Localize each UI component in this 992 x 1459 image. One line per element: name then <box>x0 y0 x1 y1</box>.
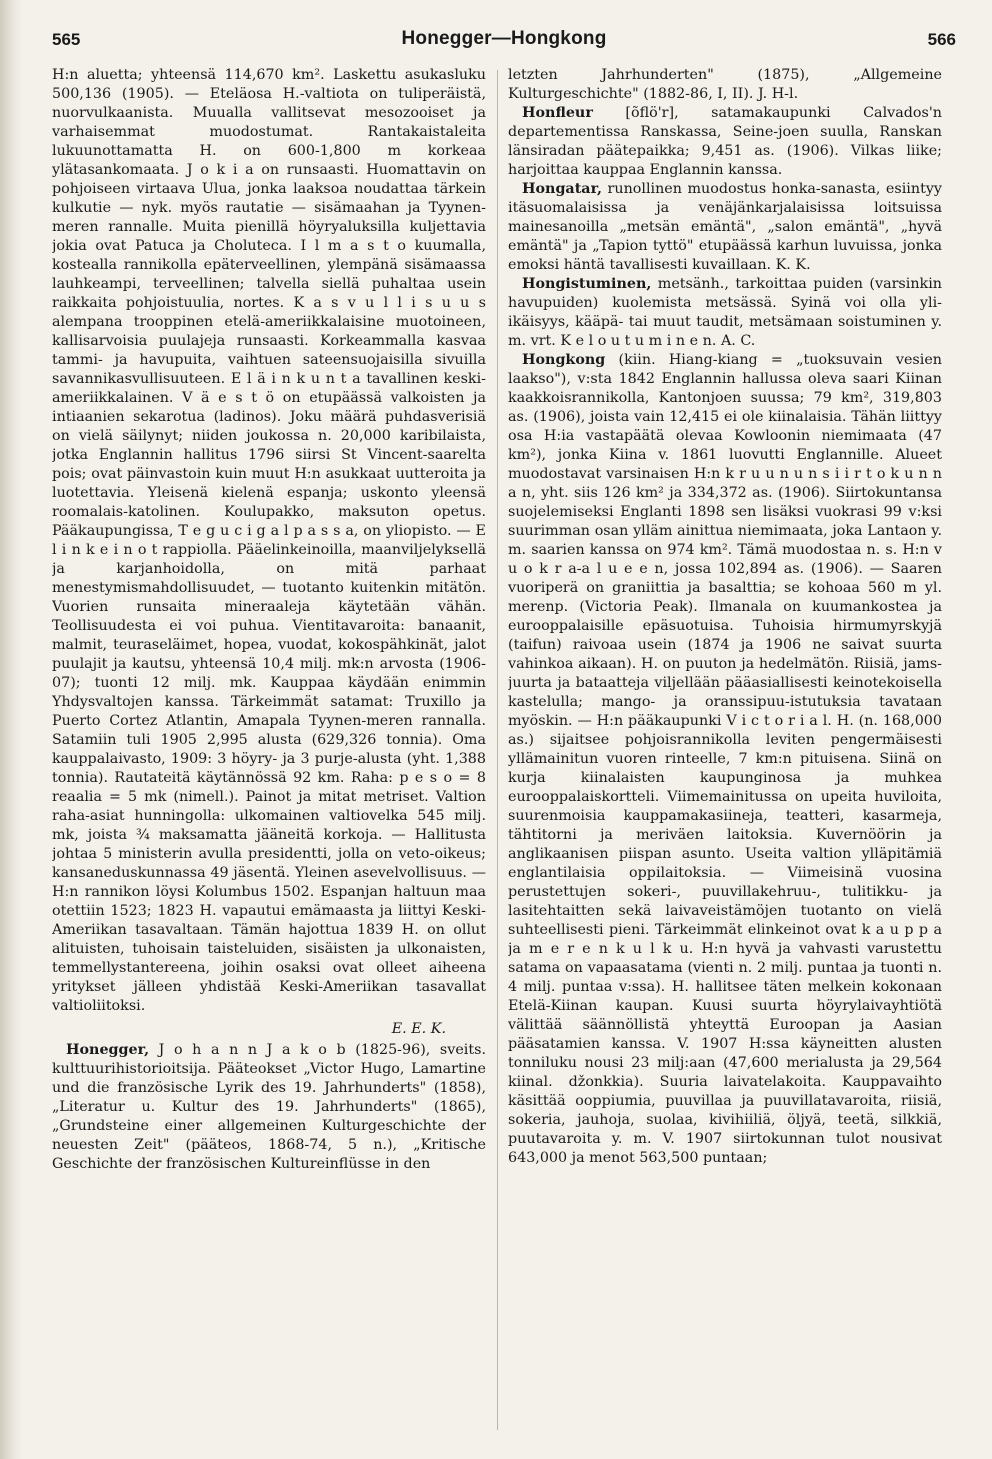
entry-hongatar <box>508 180 942 275</box>
page-number-left: 565 <box>52 30 81 49</box>
honegger-entry-continuation: letzten Jahrhunderten" (1875), „Allgemeine Kulturgeschichte" (1882-86, I, II). J. H-l. <box>508 67 942 102</box>
entry-body: (kiin. Hiang-kiang = „tuoksuvain vesien laakso"), v:sta 1842 Englannin hallussa oleva saari Kiinan kaakkoisrannikolla, Kantonjoen suussa; 79 km², 319,803 as. (1906), joista vain 12,415 ei ole kiinalaisia. Tähän liittyy osa H:ia vastapäätä olevaa Kowloonin niemimaata (47 km²), jonka Kiina v. 1861 luovutti Englannille. Alueet muodostavat varsinaisen H:n k r u u n u n s i i r t o k u n n a n, yht. siis 126 km² ja 334,372 as. (1906). Siirtokuntansa suojelemiseksi Englanti 1898 sen lisäksi vuokrasi 99 v:ksi suurimman osan ylläm ainittua niemimaata, joka Lantaon y. m. saarien kanssa on 974 km². Tämä muodostaa n. s. H:n v u o k r a-a l u e e n, jossa 102,894 as. (1906). — Saaren vuoriperä on graniittia ja basalttia; se kohoaa 560 m yl. merenp. (Victoria Peak). Ilmanala on kuumankostea ja eurooppalaisille epäsuotuisa. Tuhoisia hirmumyrskyjä (taifun) raivoaa usein (1874 ja 1906 ne saivat suurta vahinkoa aikaan). H. on puuton ja hedelmätön. Riisiä, jams-juurta ja bataatteja viljellään pääasiallisesti keinotekoisella kastelulla; mango- ja oranssipuu-istutuksia tavataan myöskin. — H:n pääkaupunki V i c t o r i a l. H. (n. 168,000 as.) sijaitsee pohjoisrannikolla leviten pengermäisesti yllämainitun vuoren rinteelle, 7 km:n pituisena. Siinä on kurja kiinalaisten kaupunginosa ja muhkea eurooppalaiskortteli. Viimemainitussa on upeita huviloita, suurenmoisia kauppamakasiineja, teatteri, kasarmeja, tähtitorni ja meriväen laitoksia. Kuvernöörin ja anglikaanisen piispan asunto. Useita valtion ylläpitämiä englantilaisia oppilaitoksia. — Viimeisinä vuosina perustettujen sokeri-, puuvillakehruu-, tulitikku- ja lasitehtaitten sekä laivaveistämöjen tuotanto on vielä suhteellisesti pieni. Tärkeimmät elinkeinot ovat k a u p p a ja m e r e n k u l k u. H:n hyvä ja vahvasti varustettu satama on vapaasatama (vienti n. 2 milj. puntaa ja tuonti n. 4 milj. puntaa v:ssa). H. hallitsee täten melkein kokonaan Etelä-Kiinan kaupan. Kuusi suurta höyrylaivayhtiötä välittää säännöllistä yhteyttä Euroopan ja Aasian pääsatamien kanssa. V. 1907 H:ssa käyneitten alusten tonniluku nousi 23 milj:aan (47,600 merialusta ja 29,564 kiinal. džonkkia). Suuria laivatelakoita. Kauppavaihto käsittää ooppiumia, puuvillaa ja puuvillatavaroita, riisiä, sokeria, jauhoja, suolaa, kivihiiliä, öljyä, teetä, silkkiä, puutavaroita y. m. V. 1907 siirtokunnan tulot nousivat 643,000 ja menot 563,500 puntaan; <box>508 352 942 1166</box>
entry-body: J o h a n n J a k o b (1825-96), sveits. kulttuurihistorioitsija. Pääteokset „Victor Hugo, Lamartine und die französische Lyrik des 19. Jahrhunderts" (1858), „Literatur u. Kultur des 19. Jahrhunderts" (1865), „Grundsteine einer allgemeinen Kulturgeschichte der neuesten Zeit" (pääteos, 1868-74, 5 n.), „Kritische Geschichte der französischen Kultureinflüsse in den <box>52 1042 486 1172</box>
page-header <box>52 22 956 62</box>
right-column <box>508 66 942 1438</box>
headword: Hongatar, <box>522 181 603 197</box>
headword: Honegger, <box>66 1042 150 1058</box>
entry-hongkong <box>508 351 942 1168</box>
entry-honegger <box>52 1041 486 1174</box>
entry-hongistuminen <box>508 275 942 351</box>
headword: Hongistuminen, <box>522 276 652 292</box>
page-number-right: 566 <box>927 30 956 49</box>
entry-body: [õflö'r], satamakaupunki Calvados'n departementissa Ranskassa, Seine-joen suulla, Ranskan länsiradan päätepaikka; 9,451 as. (1906). Vilkas liike; harjoittaa kauppaa Englannin kanssa. <box>508 105 942 178</box>
page-binding-edge <box>0 0 22 1459</box>
headword: Hongkong <box>522 352 606 368</box>
left-column <box>52 66 486 1438</box>
entry-body: metsänh., tarkoittaa puiden (varsinkin havupuiden) kuolemista metsässä. Syinä voi olla yli-ikäisyys, kääpä- tai muut taudit, metsämaan soistuminen y. m. vrt. K e l o u t u m i n e n. A. C. <box>508 276 942 349</box>
entry-body: runollinen muodostus honka-sanasta, esiintyy itäsuomalaisissa ja venäjänkarjalaisissa loitsuissa mainesanoilla „metsän emäntä", „salon emäntä", „hyvä emäntä" ja „Tapion tyttö" etupäässä karhun luvuissa, jonka emoksi häntä tavallisesti kuvaillaan. K. K. <box>508 181 942 273</box>
honduras-article-continuation: H:n aluetta; yhteensä 114,670 km². Laskettu asukasluku 500,136 (1905). — Eteläosa H.-valtiota on tuliperäistä, nuorvulkaanista. Muualla vallitsevat mesozooiset ja varhaisemmat muodostumat. Rantakaistaleita lukuunottamatta H. on 600-1,800 m korkeaa ylätasankomaata. J o k i a on runsaasti. Huomattavin on pohjoiseen virtaava Ulua, jonka laaksoa noudattaa tärkein kulkutie — nyk. myös rautatie — sisämaahan ja Tyynen-meren rannalle. Muita pienillä höyryaluksilla kuljettavia jokia ovat Patuca ja Choluteca. I l m a s t o kuumalla, kostealla rannikolla epäterveellinen, ylempänä sisämaassa lauhkeampi, terveellinen; talvella siellä puhaltaa usein raikkaita pohjoistuulia, nortes. K a s v u l l i s u u s alempana trooppinen etelä-ameriikkalaisine muotoineen, kallisarvoisia puulajeja runsaasti. Korkeammalla kasvaa tammi- ja havupuita, vaihtuen sateensuojaisilla sivuilla savannikasvullisuuteen. E l ä i n k u n t a tavallinen keski-ameriikkalainen. V ä e s t ö on etupäässä valkoisten ja intiaanien sekarotua (ladinos). Joku määrä puhdasverisiä on vielä säilynyt; niiden joukossa n. 20,000 karibilaista, jotka Englannin hallitus 1796 siirsi St Vincent-saarelta pois; ovat päinvastoin kuin muut H:n asukkaat uutteroita ja luotettavia. Yleisenä kielenä espanja; uskonto yleensä roomalais-katolinen. Koulupakko, maksuton opetus. Pääkaupungissa, T e g u c i g a l p a s s a, on yliopisto. — E l i n k e i n o t rappiolla. Pääelinkeinoilla, maanviljelyksellä ja karjanhoidolla, on mitä parhaat menestymismahdollisuudet, — tuotanto kuitenkin mitätön. Vuorien runsaita mineraaleja käytetään vähän. Teollisuudesta ei voi puhua. Vientitavaroita: banaanit, malmit, teuraseläimet, hopea, vuodat, kokospähkinät, jalot puulajit ja kautsu, yhteensä 10,4 milj. mk:n arvosta (1906-07); tuonti 12 milj. mk. Kauppaa käydään enimmin Yhdysvaltojen kanssa. Tärkeimmät satamat: Truxillo ja Puerto Cortez Atlantin, Amapala Tyynen-meren rannalla. Satamiin tuli 1905 2,995 alusta (629,326 tonnia). Oma kauppalaivasto, 1909: 3 höyry- ja 3 purje-alusta (yht. 1,388 tonnia). Rautateitä käytännössä 92 km. Raha: p e s o = 8 reaalia = 5 mk (nimell.). Painot ja mitat metriset. Valtion raha-asiat hunningolla: ulkomainen valtiovelka 545 milj. mk, joista ¾ maksamatta jääneitä korkoja. — Hallitusta johtaa 5 ministerin avulla presidentti, jolla on veto-oikeus; kansaneduskunnassa 49 jäsentä. Yleinen asevelvollisuus. — H:n rannikon löysi Kolumbus 1502. Espanjan haltuun maa otettiin 1523; 1823 H. vapautui emämaasta ja liittyi Keski-Ameriikan tasavaltaan. Tämän hajottua 1839 H. on ollut alituisten, tuhoisain taisteluiden, sisäisten ja ulkonaisten, temmellystantereena, joihin osaksi ovat olleet aiheena yritykset jälleen yhdistää Keski-Ameriikan tasavallat valtioliitoksi. <box>52 67 486 1014</box>
encyclopedia-page <box>52 22 956 1437</box>
entry-honfleur <box>508 104 942 180</box>
running-title: Honegger—Hongkong <box>401 28 607 49</box>
headword: Honfleur <box>522 105 593 121</box>
column-divider <box>497 70 498 1430</box>
author-signature: E. E. K. <box>391 1021 446 1037</box>
text-columns <box>52 66 956 1438</box>
